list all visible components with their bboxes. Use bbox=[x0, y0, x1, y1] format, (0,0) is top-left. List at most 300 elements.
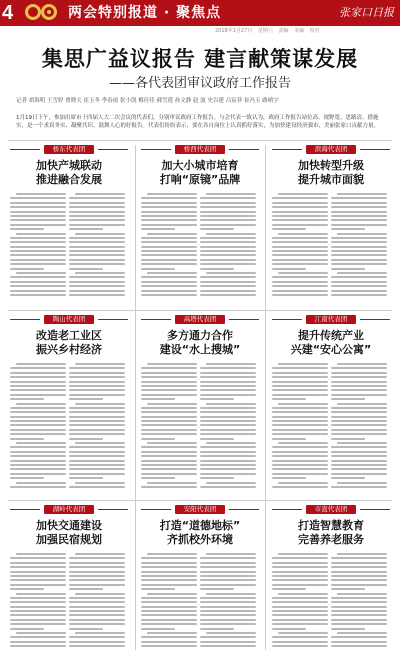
text-line bbox=[331, 411, 387, 413]
text-line bbox=[200, 246, 256, 248]
text-line bbox=[10, 385, 66, 387]
article-body bbox=[272, 193, 390, 303]
text-line bbox=[331, 477, 365, 479]
text-line bbox=[69, 455, 125, 457]
issue-designer: 美编 bbox=[294, 28, 305, 34]
text-line bbox=[141, 460, 197, 462]
text-line bbox=[16, 403, 66, 405]
text-line bbox=[141, 429, 197, 431]
text-line bbox=[69, 641, 125, 643]
text-line bbox=[206, 442, 256, 444]
text-line bbox=[278, 593, 328, 595]
article-body bbox=[272, 553, 390, 651]
text-line bbox=[16, 363, 66, 365]
text-line bbox=[331, 645, 387, 647]
text-line bbox=[69, 584, 125, 586]
text-line bbox=[200, 381, 256, 383]
text-line bbox=[331, 202, 387, 204]
text-line bbox=[200, 464, 256, 466]
text-line bbox=[200, 367, 256, 369]
text-line bbox=[272, 606, 328, 608]
text-line bbox=[272, 407, 328, 409]
text-line bbox=[69, 246, 125, 248]
text-line bbox=[10, 376, 66, 378]
text-line bbox=[69, 385, 125, 387]
text-line bbox=[141, 219, 197, 221]
text-line bbox=[278, 403, 328, 405]
lead-paragraph: 1月19日下午，参加出席市十四届人大二次会议的代表们，分别审议政府工作报告。与会代表一致认为，政府工作报告站位高、视野宽、思路清、措施实，是一个求真务实、凝聚共识、鼓舞人心的好报告。代表们纷纷表示，要在各自岗位上认真抓好落实，为加快建设经济强市、美丽张家口贡献力量。 bbox=[16, 115, 380, 129]
text-line bbox=[141, 250, 197, 252]
text-line bbox=[141, 197, 197, 199]
article-shizhi bbox=[270, 505, 392, 653]
text-line bbox=[141, 206, 197, 208]
text-line bbox=[200, 241, 256, 243]
text-line bbox=[331, 197, 387, 199]
text-line bbox=[272, 263, 328, 265]
text-line bbox=[10, 263, 66, 265]
text-line bbox=[10, 246, 66, 248]
text-line bbox=[272, 211, 328, 213]
text-line bbox=[331, 446, 387, 448]
byline: 记者 胡海明 王雪婷 贾晓天 崔玉冬 李春雨 张小凯 梅佳佳 郝雪莲 孙文静 赵 波 史以建 吕宸菲 崔冯玉 路晴宇 bbox=[16, 98, 279, 104]
text-line bbox=[331, 389, 387, 391]
text-line bbox=[200, 562, 256, 564]
text-column bbox=[10, 193, 66, 298]
text-line bbox=[200, 411, 256, 413]
text-line bbox=[147, 272, 197, 274]
text-line bbox=[331, 433, 387, 435]
text-line bbox=[272, 294, 328, 296]
text-line bbox=[141, 588, 175, 590]
text-line bbox=[331, 628, 365, 630]
text-line bbox=[141, 215, 197, 217]
article-body bbox=[141, 363, 259, 493]
text-line bbox=[200, 407, 256, 409]
delegation-tag: 桥东代表团 bbox=[44, 145, 94, 154]
main-subheadline: ——各代表团审议政府工作报告 bbox=[108, 76, 291, 91]
text-line bbox=[272, 451, 328, 453]
text-line bbox=[337, 403, 387, 405]
text-line bbox=[206, 632, 256, 634]
text-line bbox=[10, 575, 66, 577]
text-line bbox=[69, 433, 125, 435]
text-line bbox=[331, 557, 387, 559]
text-line bbox=[272, 641, 328, 643]
text-line bbox=[75, 442, 125, 444]
text-line bbox=[200, 566, 256, 568]
text-line bbox=[10, 381, 66, 383]
text-line bbox=[200, 202, 256, 204]
text-line bbox=[331, 268, 365, 270]
text-line bbox=[272, 202, 328, 204]
text-line bbox=[272, 254, 328, 256]
text-line bbox=[141, 224, 197, 226]
text-line bbox=[272, 645, 328, 647]
text-line bbox=[331, 394, 387, 396]
text-line bbox=[69, 263, 125, 265]
text-line bbox=[141, 407, 197, 409]
text-line bbox=[200, 376, 256, 378]
text-line bbox=[272, 281, 328, 283]
text-line bbox=[141, 455, 197, 457]
text-line bbox=[147, 442, 197, 444]
text-line bbox=[69, 468, 125, 470]
text-line bbox=[69, 486, 125, 488]
text-line bbox=[10, 588, 44, 590]
article-title: 打造“道德地标” bbox=[159, 519, 241, 532]
article-title: 加快转型升级 bbox=[298, 159, 364, 172]
text-line bbox=[337, 233, 387, 235]
text-line bbox=[272, 623, 328, 625]
text-line bbox=[272, 610, 328, 612]
text-line bbox=[10, 433, 66, 435]
text-line bbox=[69, 259, 125, 261]
article-title: 加快产城联动 bbox=[36, 159, 102, 172]
text-line bbox=[141, 584, 197, 586]
text-line bbox=[141, 294, 197, 296]
text-line bbox=[331, 636, 387, 638]
text-line bbox=[331, 579, 387, 581]
text-line bbox=[10, 473, 66, 475]
text-line bbox=[331, 468, 387, 470]
issue-weekday: 星期六 bbox=[257, 28, 273, 34]
text-line bbox=[10, 597, 66, 599]
text-line bbox=[272, 446, 328, 448]
text-line bbox=[272, 215, 328, 217]
text-line bbox=[69, 636, 125, 638]
text-line bbox=[331, 398, 365, 400]
text-line bbox=[141, 259, 197, 261]
text-line bbox=[206, 272, 256, 274]
text-line bbox=[331, 562, 387, 564]
text-line bbox=[331, 429, 387, 431]
text-line bbox=[272, 468, 328, 470]
text-line bbox=[200, 486, 256, 488]
text-line bbox=[69, 614, 125, 616]
text-column bbox=[331, 553, 387, 650]
text-line bbox=[331, 263, 387, 265]
text-line bbox=[272, 579, 328, 581]
article-anyang bbox=[139, 505, 261, 653]
text-line bbox=[278, 272, 328, 274]
text-line bbox=[69, 407, 125, 409]
text-line bbox=[75, 233, 125, 235]
article-body bbox=[10, 553, 128, 651]
text-line bbox=[331, 641, 387, 643]
text-line bbox=[272, 438, 306, 440]
text-line bbox=[141, 420, 197, 422]
text-line bbox=[16, 233, 66, 235]
text-line bbox=[278, 482, 328, 484]
text-line bbox=[278, 553, 328, 555]
text-line bbox=[200, 429, 256, 431]
article-title: 提升传统产业 bbox=[298, 329, 364, 342]
text-line bbox=[69, 477, 103, 479]
text-line bbox=[331, 455, 387, 457]
text-line bbox=[10, 411, 66, 413]
text-line bbox=[16, 632, 66, 634]
text-line bbox=[331, 219, 387, 221]
text-line bbox=[10, 438, 44, 440]
text-line bbox=[69, 601, 125, 603]
text-line bbox=[331, 438, 365, 440]
text-line bbox=[331, 246, 387, 248]
text-line bbox=[141, 211, 197, 213]
text-line bbox=[141, 376, 197, 378]
text-line bbox=[10, 566, 66, 568]
text-line bbox=[69, 619, 125, 621]
text-line bbox=[200, 389, 256, 391]
article-body bbox=[10, 193, 128, 303]
text-line bbox=[141, 241, 197, 243]
divider bbox=[8, 140, 392, 141]
text-line bbox=[331, 619, 387, 621]
text-line bbox=[141, 566, 197, 568]
text-line bbox=[331, 588, 365, 590]
article-title: 改造老工业区 bbox=[36, 329, 102, 342]
text-line bbox=[69, 372, 125, 374]
text-line bbox=[272, 197, 328, 199]
text-line bbox=[272, 224, 328, 226]
text-line bbox=[200, 372, 256, 374]
text-line bbox=[200, 468, 256, 470]
text-line bbox=[69, 224, 125, 226]
text-line bbox=[141, 381, 197, 383]
column-divider bbox=[265, 145, 266, 650]
text-line bbox=[147, 482, 197, 484]
text-line bbox=[69, 557, 125, 559]
text-line bbox=[272, 601, 328, 603]
text-line bbox=[337, 363, 387, 365]
text-line bbox=[272, 367, 328, 369]
text-line bbox=[10, 254, 66, 256]
text-line bbox=[141, 202, 197, 204]
delegation-tag: 滨海代表团 bbox=[306, 145, 356, 154]
text-line bbox=[200, 197, 256, 199]
text-line bbox=[69, 250, 125, 252]
text-line bbox=[69, 367, 125, 369]
text-line bbox=[272, 219, 328, 221]
text-line bbox=[69, 473, 125, 475]
text-line bbox=[147, 403, 197, 405]
text-line bbox=[337, 193, 387, 195]
text-line bbox=[75, 193, 125, 195]
text-line bbox=[200, 398, 234, 400]
text-line bbox=[331, 276, 387, 278]
text-line bbox=[10, 285, 66, 287]
text-line bbox=[331, 451, 387, 453]
article-title: 提升城市面貌 bbox=[298, 173, 364, 186]
article-body bbox=[272, 363, 390, 493]
text-line bbox=[200, 628, 234, 630]
text-line bbox=[141, 464, 197, 466]
text-column bbox=[69, 193, 125, 298]
text-line bbox=[331, 285, 387, 287]
text-line bbox=[331, 614, 387, 616]
text-line bbox=[10, 250, 66, 252]
text-line bbox=[272, 588, 306, 590]
text-line bbox=[141, 389, 197, 391]
text-line bbox=[141, 285, 197, 287]
text-line bbox=[141, 597, 197, 599]
text-line bbox=[141, 246, 197, 248]
text-line bbox=[272, 575, 328, 577]
text-line bbox=[141, 372, 197, 374]
text-line bbox=[331, 294, 387, 296]
text-line bbox=[331, 290, 387, 292]
text-line bbox=[272, 285, 328, 287]
text-line bbox=[10, 206, 66, 208]
text-line bbox=[16, 593, 66, 595]
text-line bbox=[278, 632, 328, 634]
text-line bbox=[10, 623, 66, 625]
text-line bbox=[10, 571, 66, 573]
text-line bbox=[331, 385, 387, 387]
article-gaota bbox=[139, 315, 261, 495]
text-line bbox=[16, 193, 66, 195]
text-line bbox=[331, 606, 387, 608]
article-title: 振兴乡村经济 bbox=[36, 343, 102, 356]
text-line bbox=[272, 473, 328, 475]
text-line bbox=[69, 211, 125, 213]
text-column bbox=[10, 363, 66, 490]
text-line bbox=[141, 268, 175, 270]
text-line bbox=[200, 250, 256, 252]
article-huling bbox=[8, 505, 130, 653]
divider bbox=[8, 500, 392, 501]
article-body bbox=[141, 553, 259, 651]
text-line bbox=[10, 211, 66, 213]
text-line bbox=[147, 553, 197, 555]
text-line bbox=[10, 606, 66, 608]
page-number: 4 bbox=[2, 2, 14, 24]
text-line bbox=[69, 597, 125, 599]
text-line bbox=[272, 433, 328, 435]
text-line bbox=[331, 486, 387, 488]
text-line bbox=[141, 623, 197, 625]
text-line bbox=[141, 398, 175, 400]
text-line bbox=[141, 281, 197, 283]
text-line bbox=[69, 206, 125, 208]
text-line bbox=[200, 557, 256, 559]
text-line bbox=[337, 442, 387, 444]
text-line bbox=[10, 628, 44, 630]
text-line bbox=[10, 241, 66, 243]
text-line bbox=[141, 367, 197, 369]
text-line bbox=[69, 645, 125, 647]
text-line bbox=[200, 597, 256, 599]
text-line bbox=[272, 614, 328, 616]
text-line bbox=[337, 482, 387, 484]
text-line bbox=[200, 433, 256, 435]
text-line bbox=[278, 442, 328, 444]
text-line bbox=[75, 363, 125, 365]
text-column bbox=[141, 553, 197, 650]
delegation-tag: 安阳代表团 bbox=[175, 505, 225, 514]
text-line bbox=[141, 557, 197, 559]
delegation-tag: 江南代表团 bbox=[306, 315, 356, 324]
text-line bbox=[75, 272, 125, 274]
text-line bbox=[272, 455, 328, 457]
text-line bbox=[331, 416, 387, 418]
text-line bbox=[10, 601, 66, 603]
article-title: 加大小城市培育 bbox=[161, 159, 239, 172]
text-line bbox=[10, 614, 66, 616]
text-line bbox=[10, 645, 66, 647]
text-line bbox=[147, 363, 197, 365]
text-line bbox=[331, 473, 387, 475]
text-line bbox=[69, 424, 125, 426]
text-line bbox=[272, 557, 328, 559]
text-line bbox=[69, 254, 125, 256]
text-column bbox=[69, 363, 125, 490]
article-body bbox=[10, 363, 128, 493]
text-line bbox=[69, 566, 125, 568]
text-line bbox=[141, 254, 197, 256]
text-line bbox=[337, 593, 387, 595]
text-line bbox=[10, 219, 66, 221]
text-column bbox=[272, 193, 328, 298]
text-line bbox=[10, 224, 66, 226]
text-line bbox=[10, 416, 66, 418]
text-line bbox=[272, 241, 328, 243]
text-line bbox=[272, 389, 328, 391]
text-line bbox=[337, 272, 387, 274]
text-line bbox=[69, 394, 125, 396]
text-line bbox=[200, 588, 234, 590]
article-title: 多方通力合作 bbox=[167, 329, 233, 342]
text-line bbox=[10, 268, 44, 270]
text-line bbox=[200, 477, 234, 479]
text-line bbox=[141, 486, 197, 488]
text-line bbox=[272, 394, 328, 396]
text-line bbox=[69, 610, 125, 612]
text-line bbox=[200, 394, 256, 396]
text-line bbox=[141, 424, 197, 426]
text-line bbox=[200, 290, 256, 292]
article-title: 兴建“安心公寓” bbox=[290, 343, 372, 356]
text-line bbox=[200, 424, 256, 426]
text-line bbox=[272, 464, 328, 466]
text-line bbox=[141, 468, 197, 470]
text-line bbox=[331, 224, 387, 226]
page-header bbox=[0, 0, 400, 26]
article-title: 完善养老服务 bbox=[298, 533, 364, 546]
text-line bbox=[141, 228, 175, 230]
text-line bbox=[200, 584, 256, 586]
text-line bbox=[200, 641, 256, 643]
text-line bbox=[10, 372, 66, 374]
text-line bbox=[69, 281, 125, 283]
text-line bbox=[331, 241, 387, 243]
text-line bbox=[200, 455, 256, 457]
issue-editor: 责编 bbox=[278, 28, 289, 34]
text-line bbox=[272, 376, 328, 378]
text-line bbox=[272, 571, 328, 573]
text-line bbox=[272, 597, 328, 599]
text-line bbox=[10, 477, 44, 479]
text-line bbox=[69, 575, 125, 577]
text-line bbox=[272, 411, 328, 413]
text-line bbox=[331, 281, 387, 283]
text-line bbox=[272, 477, 306, 479]
text-line bbox=[69, 420, 125, 422]
text-column bbox=[200, 363, 256, 490]
article-jiangnan bbox=[270, 315, 392, 495]
text-line bbox=[278, 233, 328, 235]
text-line bbox=[10, 420, 66, 422]
text-line bbox=[141, 477, 175, 479]
